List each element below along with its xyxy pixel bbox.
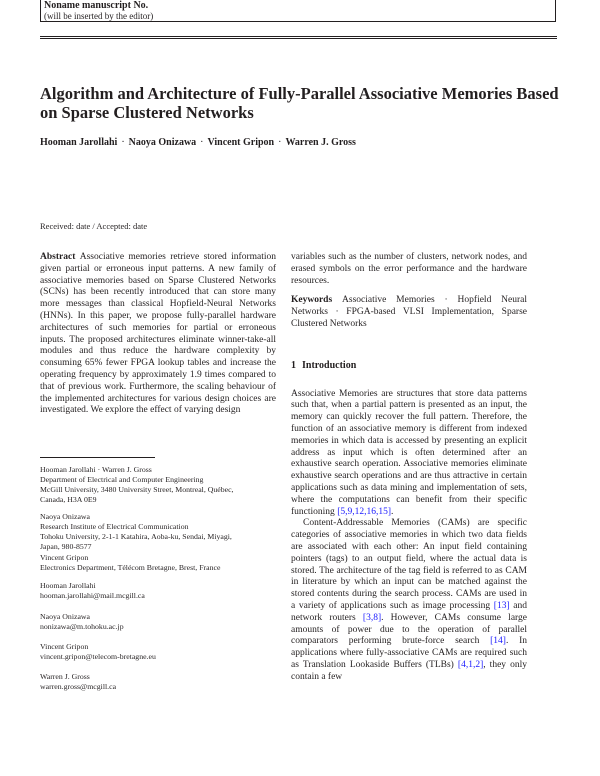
affiliation-block: [40, 553, 280, 573]
paper-title: Algorithm and Architecture of Fully-Parallel Associative Memories Based on Sparse Clustered Networks: [40, 84, 559, 122]
citation-link[interactable]: [3,8]: [362, 612, 382, 623]
section-title: Introduction: [302, 359, 357, 371]
author-name: Vincent Gripon: [207, 137, 275, 148]
author-name: Naoya Onizawa: [128, 137, 197, 148]
affiliation-line: Vincent Gripon: [40, 553, 89, 562]
top-rule-2: [40, 38, 557, 39]
affiliation-block: [40, 512, 280, 552]
email-line: warren.gross@mcgill.ca: [40, 682, 117, 691]
author-separator: ·: [121, 137, 125, 148]
affiliation-line: Naoya Onizawa: [40, 612, 91, 621]
keywords-text: Associative Memories · Hopfield Neural Networks · FPGA-based VLSI Implementation, Sparse Clustered Networks: [291, 295, 527, 329]
author-separator: ·: [200, 137, 204, 148]
paragraph-text: and network routers: [291, 600, 527, 623]
citation-link[interactable]: [5,9,12,16,15]: [337, 506, 392, 517]
affiliation-line: Japan, 980-8577: [40, 542, 92, 551]
paragraph-text: Content-Addressable Memories (CAMs) are specific categories of associative memories in which two data fields are associated with each other: An input field containing pointers (tags) to an output field, where the actual data is stored. The architecture of the tag field is referred to as CAM in literature by which an input can be matched against the stored contents during the search process. CAMs are used in a variety of applications such as image processing: [291, 518, 527, 611]
author-list: [40, 137, 560, 149]
affiliation-block: [40, 612, 280, 632]
affiliation-line: Canada, H3A 0E9: [40, 495, 97, 504]
affiliation-line: Hooman Jarollahi: [40, 581, 96, 590]
affiliation-block: [40, 581, 280, 601]
affiliation-line: Research Institute of Electrical Communication: [40, 522, 189, 531]
paragraph-text: . In applications where fully-associative CAMs are required such as Translation Lookaside Buffers (TLBs): [291, 636, 527, 670]
affiliation-line: Department of Electrical and Computer Engineering: [40, 475, 204, 484]
received-date: Received: date / Accepted: date: [40, 221, 148, 231]
left-column: [40, 252, 276, 417]
paragraph-text: , they only contain a few: [291, 659, 528, 682]
editor-note: (will be inserted by the editor): [44, 11, 154, 21]
intro-paragraph-1: Associative Memories are structures that store data patterns such that, when a partial pattern is presented as an input, the memory can quickly recover the full pattern. Therefore, the function of an associative memory is different from indexed memories in which data is accessed by presenting an explicit address as input which is often determined after an exhaustive search operation. Associative memories eliminate exhaustive search operations and are thus attractive in certain applications such as data mining and implementation of sets, where the computations can benefit from their specific functioning [5,9,12,16,15].: [291, 388, 527, 517]
affiliation-line: Naoya Onizawa: [40, 512, 91, 521]
manuscript-number: Noname manuscript No.: [44, 0, 149, 11]
affiliation-block: [40, 672, 280, 692]
top-rule-1: [40, 36, 557, 37]
affiliation-line: Tohoku University, 2-1-1 Katahira, Aoba-ku, Sendai, Miyagi,: [40, 532, 232, 541]
affiliation-line: Electronics Department, Télécom Bretagne, Brest, France: [40, 563, 221, 572]
email-line: nonizawa@m.tohoku.ac.jp: [40, 622, 124, 631]
abstract: [40, 252, 276, 417]
abstract-continuation: variables such as the number of clusters, network nodes, and erased symbols on the error performance and the hardware resources.: [291, 252, 527, 286]
paragraph-text: . However, CAMs consume large amounts of power due to the operation of parallel comparators performing brute-force search: [291, 612, 527, 647]
affiliation-line: Vincent Gripon: [40, 642, 89, 651]
author-separator: ·: [278, 137, 282, 148]
affiliation-line: McGill University, 3480 University Street, Montreal, Québec,: [40, 485, 234, 494]
abstract-label: Abstract: [40, 252, 76, 262]
footnote-rule: [40, 457, 155, 458]
affiliation-line: Hooman Jarollahi · Warren J. Gross: [40, 465, 152, 474]
intro-paragraph-2: [291, 518, 527, 683]
affiliation-block: [40, 465, 280, 505]
keywords: [291, 295, 527, 330]
abstract-text: Associative memories retrieve stored information given partial or erroneous input patterns. A new family of associative memories based on Sparse Clustered Networks (SCNs) has been recently introduced that can store many more messages than classical Hopfield-Neural Networks (HNNs). In this paper, we propose fully-parallel hardware architectures of such memories for partial or erroneous inputs. The proposed architectures eliminate winner-take-all modules and thus reduce the hardware complexity by consuming 65% fewer FPGA lookup tables and increase the operating frequency by approximately 1.9 times compared to that of previous work. Furthermore, the scaling behaviour of the implemented architectures for various design choices are investigated. We explore the effect of varying design: [40, 252, 277, 416]
section-heading: [291, 360, 527, 372]
right-column: [291, 252, 527, 684]
citation-link[interactable]: [13]: [493, 600, 510, 611]
affiliation-block: [40, 642, 280, 662]
keywords-label: Keywords: [291, 295, 333, 306]
author-name: Hooman Jarollahi: [40, 137, 118, 148]
author-name: Warren J. Gross: [285, 137, 356, 148]
email-line: hooman.jarollahi@mail.mcgill.ca: [40, 591, 145, 600]
manuscript-header-box: [40, 0, 556, 22]
citation-link[interactable]: [4,1,2]: [457, 659, 484, 670]
email-line: vincent.gripon@telecom-bretagne.eu: [40, 652, 156, 661]
affiliation-line: Warren J. Gross: [40, 672, 90, 681]
section-number: 1: [291, 359, 296, 371]
citation-link[interactable]: [14]: [490, 636, 506, 647]
paragraph-text: Associative Memories are structures that store data patterns such that, when a partial pattern is presented as an input, the memory can quickly recover the full pattern. Therefore, the function of an associative memory is different from indexed memories in which data is accessed by presenting an explicit address as input which is often determined after an exhaustive search operation. Associative memories eliminate exhaustive search operations and are thus attractive in certain applications such as data mining and implementation of sets, where the computations can benefit from their specific functioning: [291, 388, 527, 517]
